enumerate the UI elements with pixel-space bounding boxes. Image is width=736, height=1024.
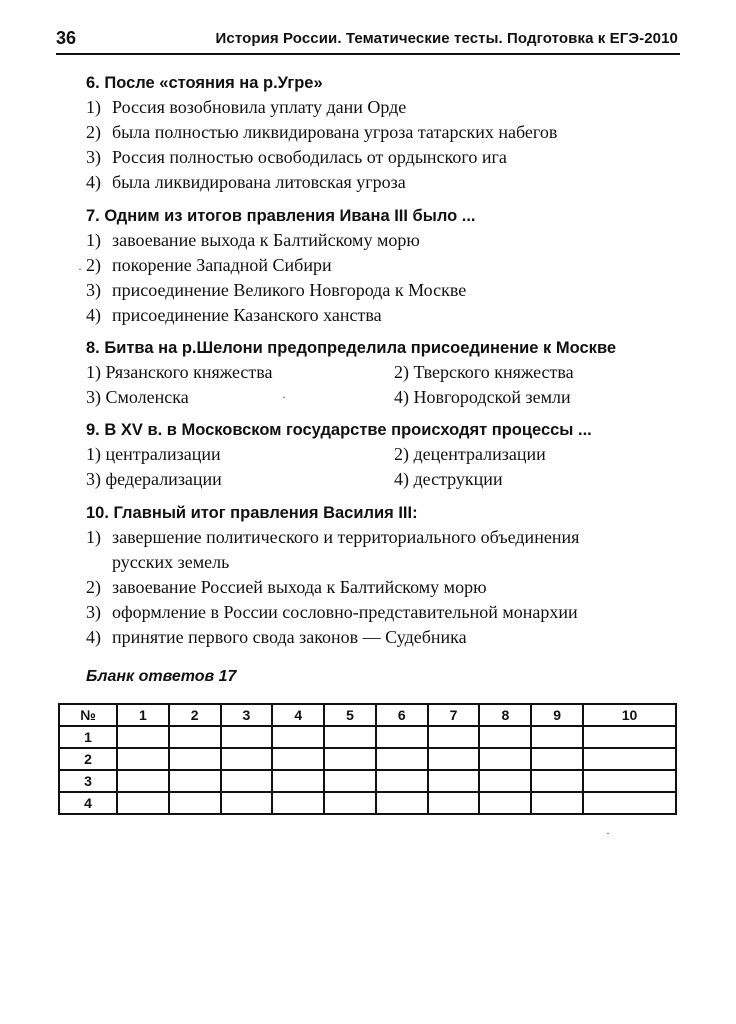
answer-cell[interactable] (531, 792, 583, 814)
answer-cell[interactable] (324, 726, 376, 748)
question-heading: 8. Битва на р.Шелони предопределила присоединение к Москве (86, 339, 617, 357)
option-number: 4) (86, 172, 101, 192)
column-header: 3 (221, 704, 273, 726)
running-title: История России. Тематические тесты. Подготовка к ЕГЭ-2010 (215, 30, 678, 47)
option (86, 120, 680, 145)
answer-cell[interactable] (272, 748, 324, 770)
row-header: 2 (59, 748, 117, 770)
table-row (59, 770, 676, 792)
answer-cell[interactable] (376, 792, 428, 814)
answer-cell[interactable] (117, 748, 169, 770)
option-number: 4) (86, 305, 101, 325)
question-8 (86, 336, 680, 410)
column-header: 5 (324, 704, 376, 726)
page-number: 36 (56, 28, 77, 48)
option-number: 2) (86, 577, 101, 597)
answer-cell[interactable] (583, 748, 676, 770)
answer-cell[interactable] (117, 770, 169, 792)
option: 2) децентрализации (394, 444, 546, 464)
option-row (86, 385, 680, 410)
answer-cell[interactable] (376, 770, 428, 792)
answer-sheet-title: Бланк ответов 17 (86, 668, 237, 685)
option: 3) Смоленска (86, 387, 189, 407)
option-number: 4) (86, 627, 101, 647)
answer-cell[interactable] (428, 748, 480, 770)
answer-cell[interactable] (531, 748, 583, 770)
table-row (59, 726, 676, 748)
answer-cell[interactable] (169, 770, 221, 792)
question-heading: 10. Главный итог правления Василия III: (86, 504, 418, 522)
answer-cell[interactable] (324, 748, 376, 770)
option: 1) Рязанского княжества (86, 362, 273, 382)
option-text: присоединение Казанского ханства (112, 305, 382, 325)
option-text: Россия возобновила уплату дани Орде (112, 97, 407, 117)
option (86, 170, 680, 195)
answer-cell[interactable] (324, 770, 376, 792)
page-header (56, 28, 680, 52)
option-text: оформление в России сословно-представительной монархии (112, 602, 578, 622)
answer-cell[interactable] (428, 770, 480, 792)
question-6 (86, 71, 680, 195)
option-row (86, 442, 680, 467)
option (86, 575, 680, 600)
question-heading: 9. В XV в. в Московском государстве происходят процессы ... (86, 421, 592, 439)
answer-cell[interactable] (531, 770, 583, 792)
option: 4) деструкции (394, 469, 503, 489)
answer-cell[interactable] (479, 792, 531, 814)
answer-cell[interactable] (479, 770, 531, 792)
answer-cell[interactable] (428, 792, 480, 814)
option-text: покорение Западной Сибири (112, 255, 332, 275)
column-header: 7 (428, 704, 480, 726)
option (86, 95, 680, 120)
option-text: принятие первого свода законов — Судебника (112, 627, 467, 647)
option-text: была ликвидирована литовская угроза (112, 172, 406, 192)
option (86, 625, 680, 650)
answer-cell[interactable] (272, 770, 324, 792)
option (86, 525, 680, 575)
column-header: 4 (272, 704, 324, 726)
option (86, 303, 680, 328)
answer-cell[interactable] (169, 726, 221, 748)
option-text: завершение политического и территориального объединения (112, 527, 580, 547)
answer-cell[interactable] (479, 748, 531, 770)
answer-cell[interactable] (221, 770, 273, 792)
answer-cell[interactable] (221, 748, 273, 770)
option-number: 3) (86, 602, 101, 622)
option-text: завоевание Россией выхода к Балтийскому морю (112, 577, 487, 597)
column-header: 10 (583, 704, 676, 726)
corner-cell: № (59, 704, 117, 726)
row-header: 1 (59, 726, 117, 748)
row-header: 4 (59, 792, 117, 814)
option-number: 2) (86, 255, 101, 275)
question-heading: 7. Одним из итогов правления Ивана III было ... (86, 207, 476, 225)
answer-cell[interactable] (324, 792, 376, 814)
option (86, 228, 680, 253)
answer-cell[interactable] (272, 726, 324, 748)
answer-cell[interactable] (117, 726, 169, 748)
option-text: была полностью ликвидирована угроза татарских набегов (112, 122, 558, 142)
answer-cell[interactable] (376, 748, 428, 770)
scan-speck: · (78, 262, 82, 276)
option: 4) Новгородской земли (394, 387, 571, 407)
column-header: 2 (169, 704, 221, 726)
option-number: 1) (86, 97, 101, 117)
option-row (86, 360, 680, 385)
option (86, 278, 680, 303)
option-number: 1) (86, 527, 101, 547)
answer-cell[interactable] (479, 726, 531, 748)
option-text: завоевание выхода к Балтийскому морю (112, 230, 420, 250)
row-header: 3 (59, 770, 117, 792)
answer-cell[interactable] (428, 726, 480, 748)
answer-cell[interactable] (531, 726, 583, 748)
table-row (59, 792, 676, 814)
answer-table (58, 703, 677, 815)
answer-cell[interactable] (583, 792, 676, 814)
answer-cell[interactable] (272, 792, 324, 814)
question-10 (86, 501, 680, 650)
option: 3) федерализации (86, 469, 222, 489)
answer-cell[interactable] (169, 748, 221, 770)
column-header: 8 (479, 704, 531, 726)
question-9 (86, 418, 680, 492)
option-text: Россия полностью освободилась от ордынского ига (112, 147, 507, 167)
option-row (86, 467, 680, 492)
option: 1) централизации (86, 444, 221, 464)
option-text-continuation: русских земель (112, 552, 230, 572)
option-number: 3) (86, 280, 101, 300)
column-header: 6 (376, 704, 428, 726)
answer-cell[interactable] (376, 726, 428, 748)
answer-cell[interactable] (117, 792, 169, 814)
header-rule (56, 53, 680, 55)
option (86, 145, 680, 170)
scan-speck: · (606, 826, 610, 840)
column-header: 1 (117, 704, 169, 726)
option: 2) Тверского княжества (394, 362, 574, 382)
answer-cell[interactable] (583, 770, 676, 792)
option-number: 2) (86, 122, 101, 142)
answer-cell[interactable] (583, 726, 676, 748)
column-header: 9 (531, 704, 583, 726)
table-row (59, 748, 676, 770)
option-number: 1) (86, 230, 101, 250)
answer-cell[interactable] (221, 726, 273, 748)
answer-cell[interactable] (169, 792, 221, 814)
option-text: присоединение Великого Новгорода к Москве (112, 280, 467, 300)
answer-cell[interactable] (221, 792, 273, 814)
option-number: 3) (86, 147, 101, 167)
option (86, 253, 680, 278)
question-heading: 6. После «стояния на р.Угре» (86, 74, 323, 92)
table-header-row (59, 704, 676, 726)
question-7 (86, 204, 680, 328)
option (86, 600, 680, 625)
scan-speck: · (282, 390, 286, 404)
